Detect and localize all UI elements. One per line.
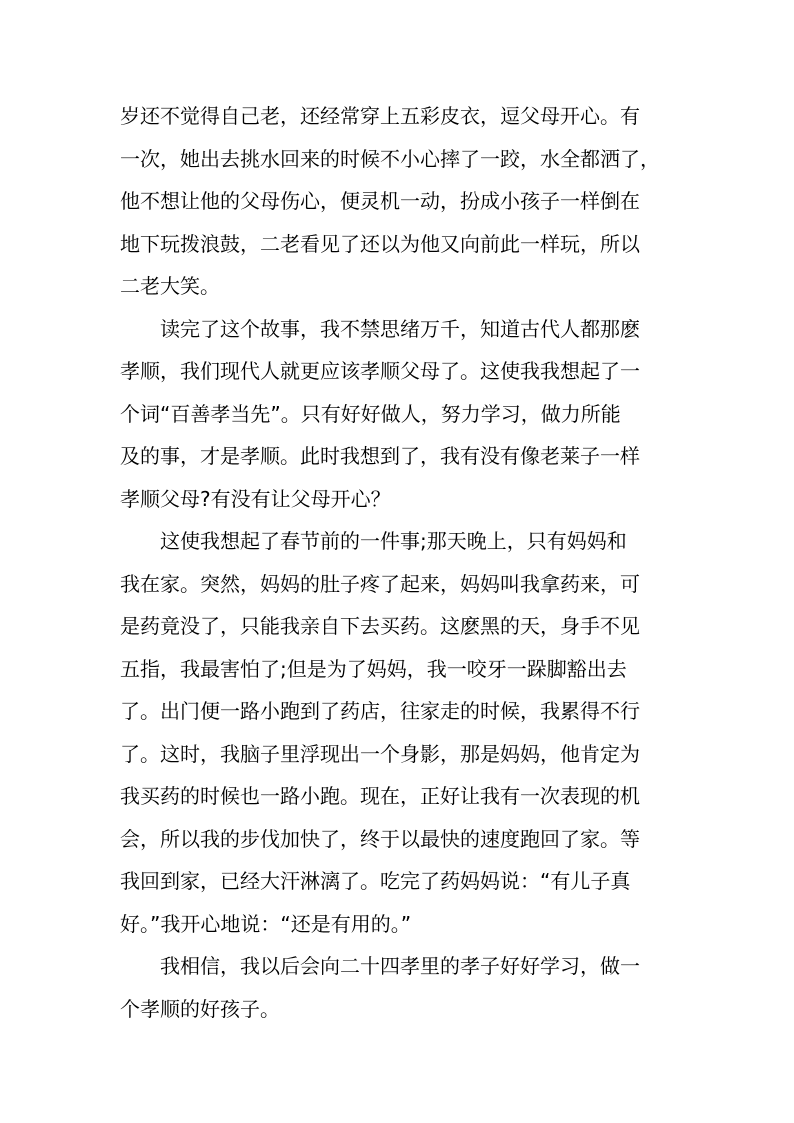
- paragraph-3-line-5: 了。出门便一路小跑到了药店，往家走的时候，我累得不行: [120, 699, 640, 723]
- paragraph-2-line-4: 及的事，才是孝顺。此时我想到了，我有没有像老莱子一样: [120, 444, 640, 468]
- paragraph-3-line-7: 我买药的时候也一路小跑。现在，正好让我有一次表现的机: [120, 784, 640, 808]
- paragraph-2-line-1: 读完了这个故事，我不禁思绪万千，知道古代人都那麽: [160, 316, 640, 341]
- paragraph-3-line-8: 会，所以我的步伐加快了，终于以最快的速度跑回了家。等: [120, 826, 640, 851]
- paragraph-1-line-5: 二老大笑。: [120, 274, 220, 298]
- paragraph-3-line-2: 我在家。突然，妈妈的肚子疼了起来，妈妈叫我拿药来，可: [120, 571, 640, 596]
- paragraph-3-line-9: 我回到家，已经大汗淋漓了。吃完了药妈妈说：“有儿子真: [120, 869, 631, 893]
- paragraph-2-line-2: 孝顺，我们现代人就更应该孝顺父母了。这使我我想起了一: [120, 359, 640, 383]
- paragraph-3-line-10: 好。”我开心地说：“还是有用的。”: [120, 911, 412, 936]
- paragraph-3-line-6: 了。这时，我脑子里浮现出一个身影，那是妈妈，他肯定为: [120, 741, 640, 766]
- paragraph-1-line-3: 他不想让他的父母伤心，便灵机一动，扮成小孩子一样倒在: [120, 189, 640, 213]
- paragraph-4-line-1: 我相信，我以后会向二十四孝里的孝子好好学习，做一: [160, 954, 640, 978]
- paragraph-1-line-2: 一次，她出去挑水回来的时候不小心摔了一跤，水全都洒了，: [120, 146, 660, 171]
- paragraph-2-line-3: 个词“百善孝当先”。只有好好做人，努力学习，做力所能: [120, 401, 621, 426]
- paragraph-1-line-1: 岁还不觉得自己老，还经常穿上五彩皮衣，逗父母开心。有: [120, 104, 640, 128]
- paragraph-3-line-1: 这使我想起了春节前的一件事;那天晚上，只有妈妈和: [160, 529, 627, 553]
- document-body: [120, 95, 680, 1030]
- paragraph-2-line-5: 孝顺父母?有没有让父母开心？: [120, 486, 391, 511]
- paragraph-3-line-4: 五指，我最害怕了;但是为了妈妈，我一咬牙一跺脚豁出去: [120, 656, 627, 681]
- paragraph-3-line-3: 是药竟没了，只能我亲自下去买药。这麽黑的天，身手不见: [120, 614, 640, 638]
- paragraph-4-line-2: 个孝顺的好孩子。: [120, 996, 280, 1021]
- paragraph-1-line-4: 地下玩拨浪鼓，二老看见了还以为他又向前此一样玩，所以: [120, 231, 640, 256]
